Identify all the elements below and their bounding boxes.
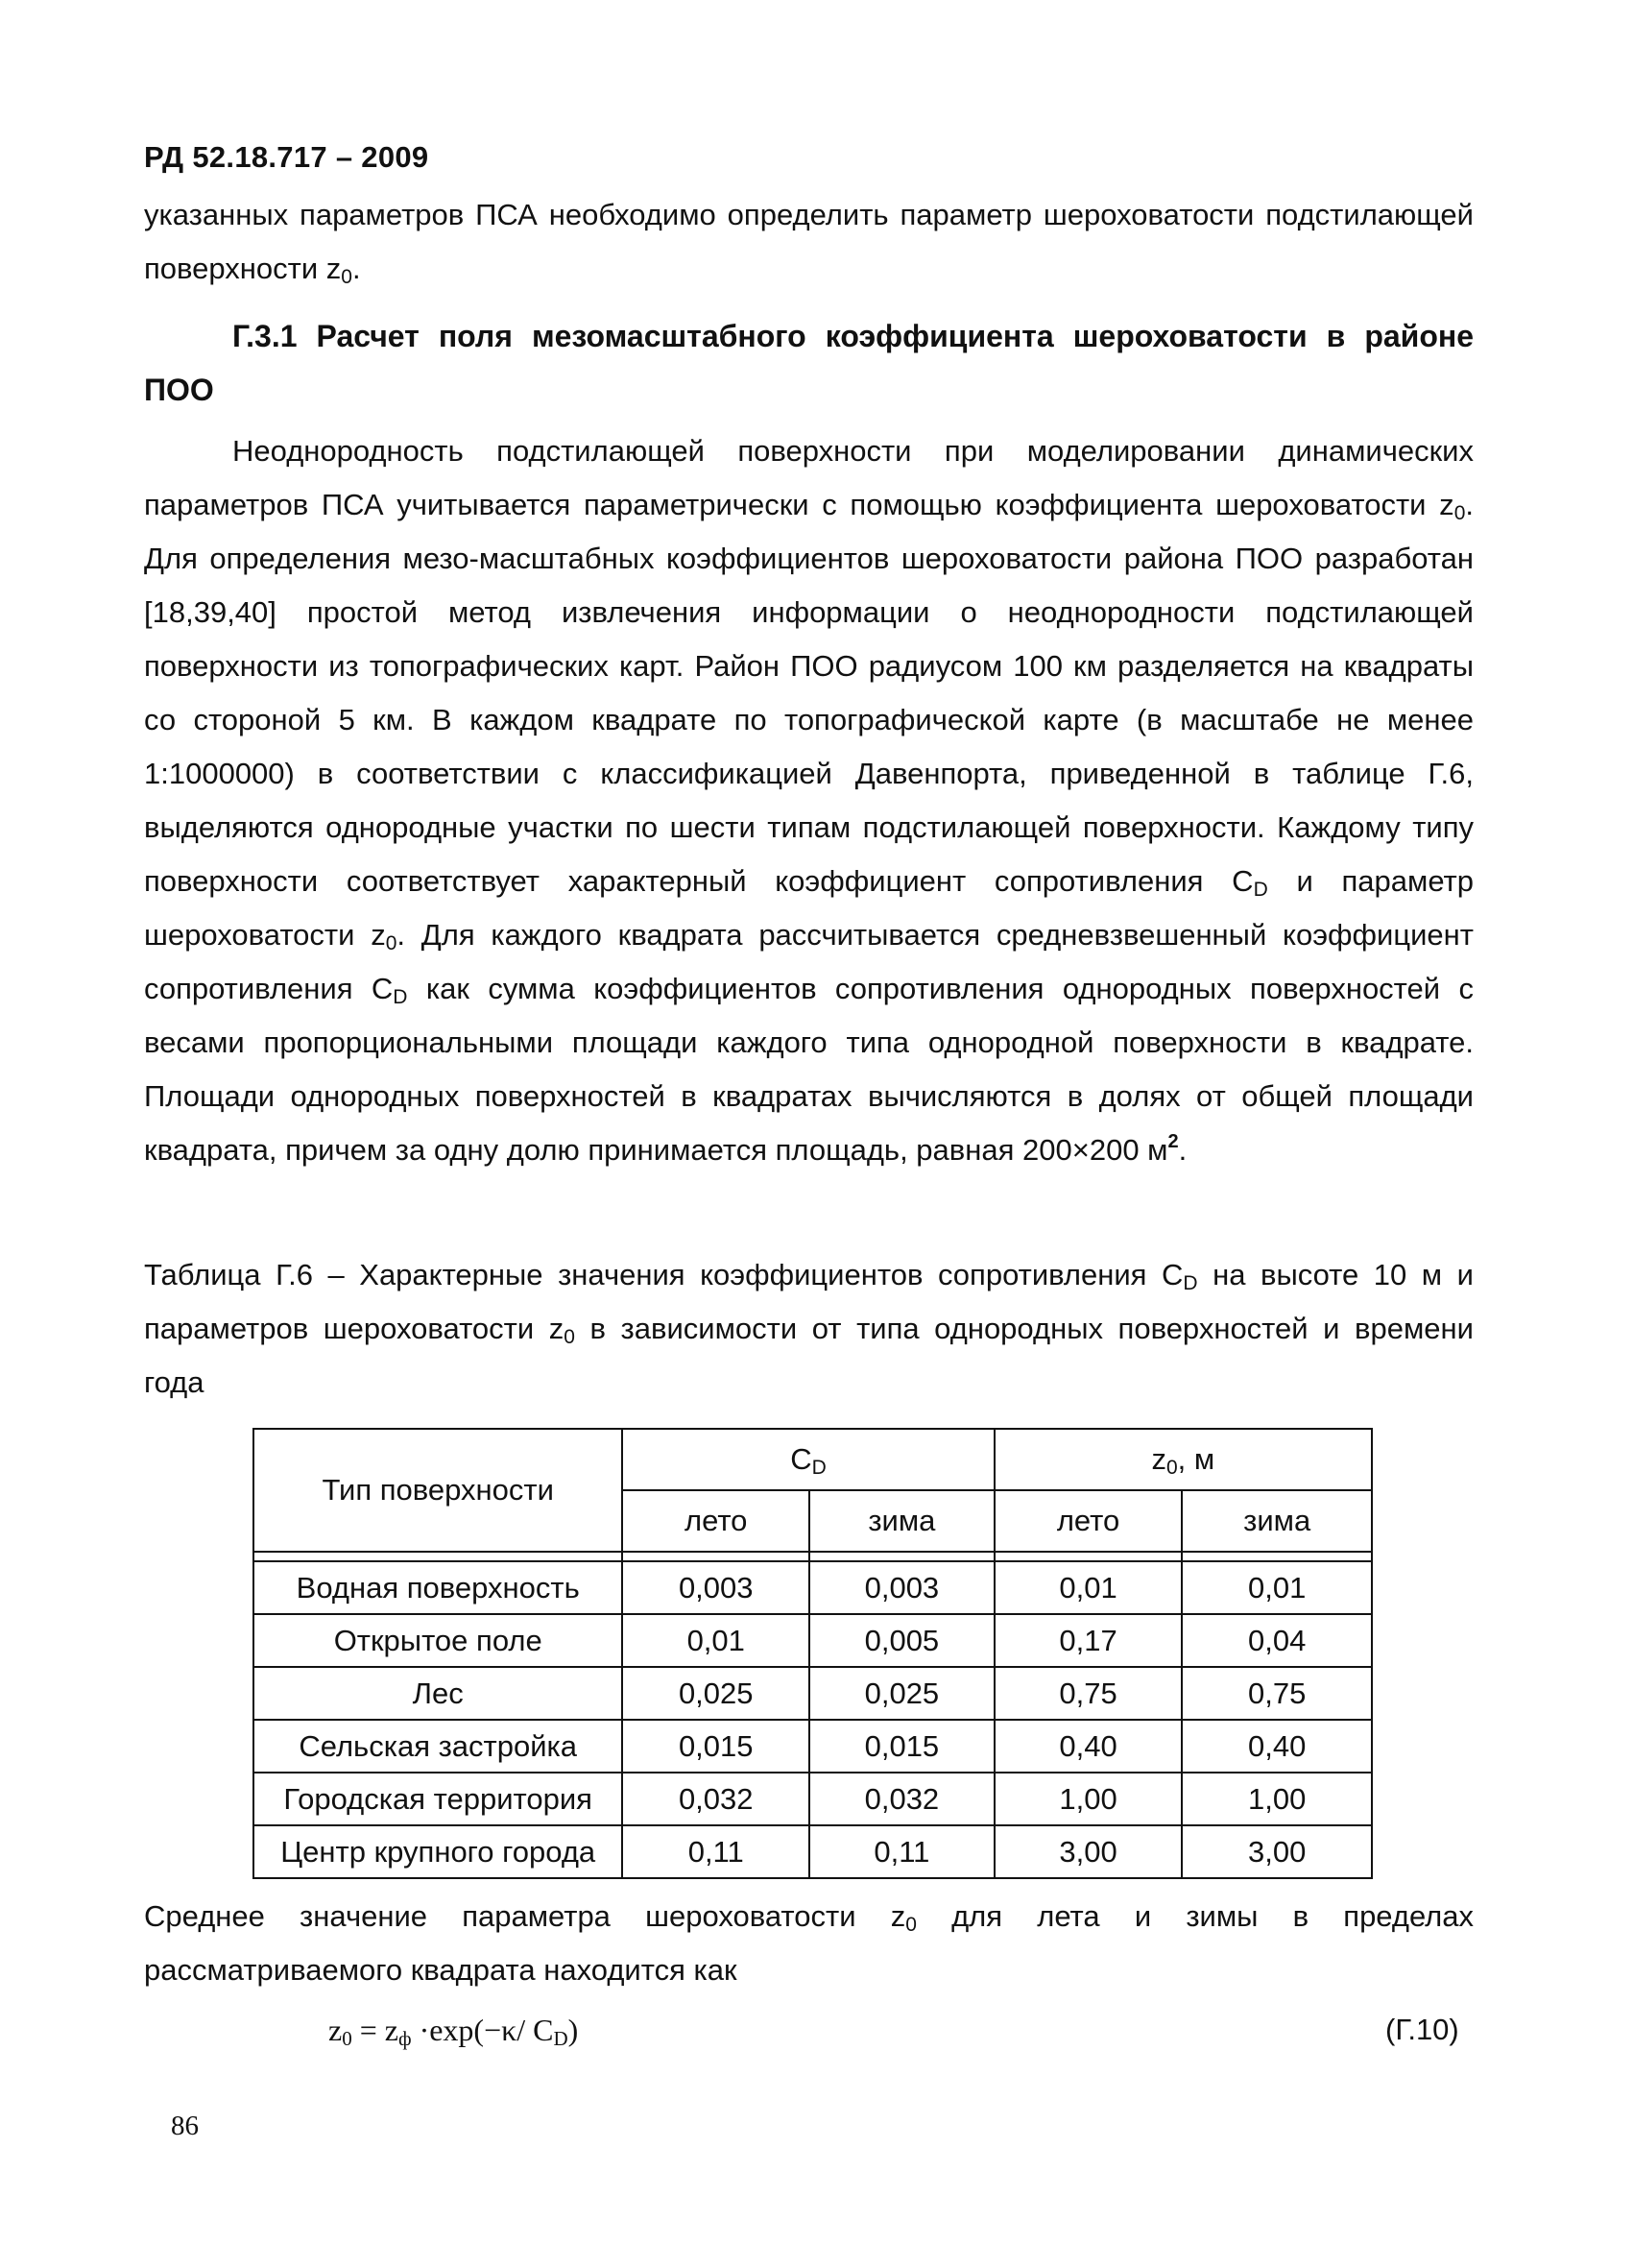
body-sub-3: 0 (385, 932, 397, 954)
formula-cd-sub: D (553, 2027, 568, 2050)
z0-summer-cell: 0,40 (995, 1720, 1183, 1773)
z0-summer-cell: 1,00 (995, 1773, 1183, 1825)
caption-text-2: на высоте 10 м и параметров шероховатости z (144, 1258, 1474, 1345)
header-cd-sub: D (811, 1457, 827, 1479)
section-title: Г.3.1 Расчет поля мезомасштабного коэффициента шероховатости в районе ПОО (144, 319, 1474, 407)
formula-zf-sub: ф (397, 2027, 412, 2050)
formula-number: (Г.10) (1385, 2013, 1459, 2046)
z0-summer-cell: 0,17 (995, 1614, 1183, 1667)
section-heading (144, 309, 1474, 417)
body-superscript: 2 (1167, 1131, 1179, 1152)
body-text-2: . Для определения мезо-масштабных коэффициентов шероховатости района ПОО разработан [18,39,40] простой метод извлечения информации о неоднородности подстилающей поверхности из топографических карт. Район ПОО радиусом 100 км разделяется на квадраты со стороной 5 км. В каждом квадрате по топографической карте (в масштабе не менее 1:1000000) в соответствии с классификацией Давенпорта, приведенной в таблице Г.6, выделяются однородные участки по шести типам подстилающей поверхности. Каждому типу поверхности соответствует характерный коэффициент сопротивления C (144, 488, 1474, 898)
header-cd-letter: C (790, 1442, 812, 1476)
formula-z: z (328, 2013, 343, 2047)
body-sub-4: D (393, 986, 408, 1008)
header-cd-winter: зима (809, 1490, 995, 1552)
formula-exp: ·exp(−κ/ C (411, 2013, 554, 2047)
cd-winter-cell: 0,015 (809, 1720, 995, 1773)
table-row (253, 1614, 1372, 1667)
header-z0-winter: зима (1182, 1490, 1372, 1552)
formula-close: ) (567, 2013, 579, 2047)
caption-text-1: Таблица Г.6 – Характерные значения коэффициентов сопротивления C (144, 1258, 1184, 1291)
body-paragraph (144, 424, 1474, 1177)
header-cd (622, 1429, 994, 1490)
body-text-3: и параметр шероховатости z (144, 864, 1474, 952)
table-row (253, 1561, 1372, 1614)
z0-winter-cell: 0,40 (1182, 1720, 1372, 1773)
header-z0-summer: лето (995, 1490, 1183, 1552)
table-row (253, 1773, 1372, 1825)
body-text-6: . (1178, 1133, 1188, 1167)
formula-g10 (328, 2013, 578, 2048)
body-sub-1: 0 (1453, 502, 1466, 524)
cd-winter-cell: 0,003 (809, 1561, 995, 1614)
surface-name: Городская территория (253, 1773, 622, 1825)
cd-summer-cell: 0,11 (622, 1825, 809, 1878)
table-caption (144, 1248, 1474, 1410)
z0-winter-cell: 0,75 (1182, 1667, 1372, 1720)
caption-text-3: в зависимости от типа однородных поверхностей и времени года (144, 1312, 1474, 1399)
table-row (253, 1667, 1372, 1720)
intro-text: указанных параметров ПСА необходимо определить параметр шероховатости подстилающей поверхности z (144, 198, 1474, 285)
cd-summer-cell: 0,025 (622, 1667, 809, 1720)
surface-name: Центр крупного города (253, 1825, 622, 1878)
table-spacer (253, 1552, 1372, 1561)
header-z0-letter: z (1151, 1442, 1166, 1476)
z0-winter-cell: 3,00 (1182, 1825, 1372, 1878)
z0-winter-cell: 1,00 (1182, 1773, 1372, 1825)
page-number: 86 (171, 2111, 199, 2141)
after-text-1: Среднее значение параметра шероховатости z (144, 1899, 906, 1933)
header-z0 (995, 1429, 1372, 1490)
body-text-5: как сумма коэффициентов сопротивления однородных поверхностей с весами пропорциональными площади каждого типа однородной поверхности в квадрате. Площади однородных поверхностей в квадратах вычисляются в долях от общей площади квадрата, причем за одну долю принимается площадь, равная 200×200 м (144, 972, 1474, 1167)
intro-subscript: 0 (341, 266, 352, 288)
header-surface-type: Тип поверхности (253, 1429, 622, 1552)
surface-name: Водная поверхность (253, 1561, 622, 1614)
surface-name: Лес (253, 1667, 622, 1720)
intro-tail: . (351, 252, 361, 285)
body-text-1: Неоднородность подстилающей поверхности при моделировании динамических параметров ПСА учитывается параметрически с помощью коэффициента шероховатости z (144, 434, 1474, 521)
after-table-paragraph (144, 1890, 1474, 1997)
table-row (253, 1720, 1372, 1773)
header-z0-unit: , м (1177, 1442, 1215, 1476)
after-text-2: для лета и зимы в пределах рассматриваемого квадрата находится как (144, 1899, 1474, 1987)
header-z0-sub: 0 (1165, 1457, 1178, 1479)
formula-z-sub: 0 (342, 2027, 352, 2050)
z0-winter-cell: 0,04 (1182, 1614, 1372, 1667)
cd-winter-cell: 0,005 (809, 1614, 995, 1667)
cd-summer-cell: 0,015 (622, 1720, 809, 1773)
cd-summer-cell: 0,01 (622, 1614, 809, 1667)
z0-summer-cell: 0,01 (995, 1561, 1183, 1614)
intro-paragraph (144, 188, 1474, 296)
z0-summer-cell: 3,00 (995, 1825, 1183, 1878)
z0-summer-cell: 0,75 (995, 1667, 1183, 1720)
z0-winter-cell: 0,01 (1182, 1561, 1372, 1614)
body-text-4: . Для каждого квадрата рассчитывается средневзвешенный коэффициент сопротивления C (144, 918, 1474, 1005)
cd-winter-cell: 0,025 (809, 1667, 995, 1720)
surface-name: Открытое поле (253, 1614, 622, 1667)
body-sub-2: D (1253, 879, 1268, 901)
formula-equals: = z (351, 2013, 398, 2047)
document-code: РД 52.18.717 – 2009 (144, 140, 429, 174)
table-header-row-1 (253, 1429, 1372, 1490)
cd-summer-cell: 0,003 (622, 1561, 809, 1614)
caption-sub-2: 0 (564, 1326, 575, 1348)
header-cd-summer: лето (622, 1490, 809, 1552)
table-row (253, 1825, 1372, 1878)
surface-name: Сельская застройка (253, 1720, 622, 1773)
after-sub: 0 (905, 1914, 917, 1936)
cd-winter-cell: 0,11 (809, 1825, 995, 1878)
roughness-table (252, 1428, 1373, 1879)
caption-sub-1: D (1183, 1272, 1198, 1294)
cd-winter-cell: 0,032 (809, 1773, 995, 1825)
cd-summer-cell: 0,032 (622, 1773, 809, 1825)
